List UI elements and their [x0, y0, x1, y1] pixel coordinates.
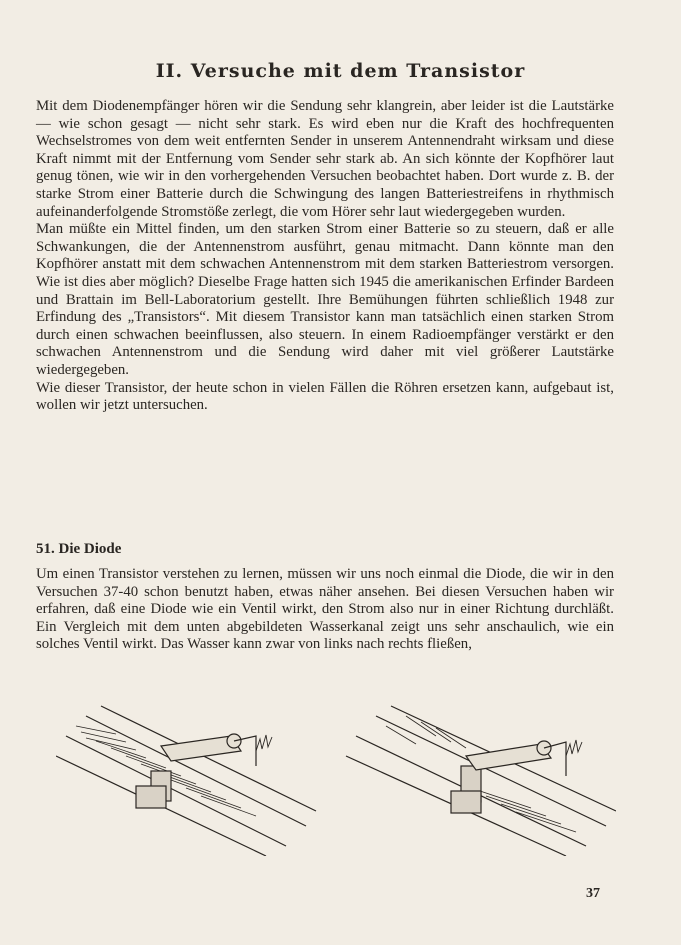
intro-paragraph-2: Man müßte ein Mittel finden, um den starken Strom einer Batterie so zu steuern, daß er alle Schwankungen, die der Antennenstrom ausführt, genau mitmacht. Dann könnte man den Kopfhörer anstatt mit dem schwachen Antennenstrom mit dem starken Batteriestrom versorgen. Wie ist dies aber möglich? Dieselbe Frage hatten sich 1945 die amerikanischen Erfinder Bardeen und Brattain im Bell-Laboratorium gestellt. Ihre Bemühungen führten schließlich 1948 zur Erfindung des „Transistors“. Mit diesem Transistor kann man tatsächlich einen starken Strom durch einen schwachen beeinflussen, also steuern. In einem Radioempfänger verstärkt er den schwachen Antennenstrom und die Sendung wird daher mit viel größerer Lautstärke wiedergegeben. [36, 221, 614, 378]
intro-text [36, 98, 614, 415]
section-paragraph: Um einen Transistor verstehen zu lernen, müssen wir uns noch einmal die Diode, die wir in den Versuchen 37-40 schon benutzt haben, etwas näher ansehen. Bei diesen Versuchen haben wir erfahren, daß eine Diode wie ein Ventil wirkt, den Strom also nur in einer Richtung durchläßt. Ein Vergleich mit dem unten abgebildeten Wasserkanal zeigt uns sehr anschaulich, wie ein solches Ventil wirkt. Das Wasser kann zwar von links nach rechts fließen, [36, 566, 614, 653]
page-number: 37 [586, 886, 600, 901]
intro-paragraph-3: Wie dieser Transistor, der heute schon in vielen Fällen die Röhren ersetzen kann, aufgebaut ist, wollen wir jetzt untersuchen. [36, 379, 614, 414]
water-channel-illustration [56, 696, 616, 856]
section-text [36, 566, 614, 654]
channel-drawing-left [56, 706, 316, 856]
intro-paragraph-1: Mit dem Diodenempfänger hören wir die Sendung sehr klangrein, aber leider ist die Lautstärke — wie schon gesagt — nicht sehr stark. Es wird eben nur die Kraft des hochfrequenten Wechselstromes von dem weit entfernten Sender in unserem Antennendraht wirksam und diese Kraft nimmt mit der Entfernung vom Sender sehr stark ab. An sich könnte der Kopfhörer laut genug tönen, wie wir in den vorhergehenden Versuchen beobachtet haben. Dort wurde z. B. der starke Strom einer Batterie durch die Schwingung des langen Batteriestreifens in rhythmisch aufeinanderfolgende Stromstöße zerlegt, die vom Hörer sehr laut wiedergegeben wurden. [36, 98, 614, 220]
channel-drawing-right [346, 706, 616, 856]
section-title: 51. Die Diode [36, 541, 122, 557]
chapter-title: II. Versuche mit dem Transistor [155, 60, 526, 82]
